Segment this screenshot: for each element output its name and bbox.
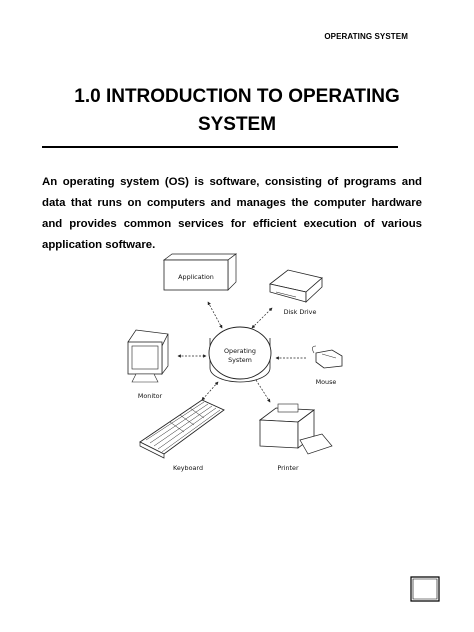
application-label: Application <box>178 273 214 281</box>
title-divider <box>42 146 398 148</box>
arrow-disk-drive <box>252 308 272 328</box>
os-label-line-2: System <box>228 356 252 364</box>
disk-drive-label: Disk Drive <box>283 308 317 316</box>
os-diagram-svg <box>110 250 370 478</box>
monitor-label: Monitor <box>137 392 163 400</box>
keyboard-icon <box>140 400 224 472</box>
keyboard-label: Keyboard <box>172 464 204 472</box>
disk-drive-icon <box>270 270 322 316</box>
title-line-1: 1.0 INTRODUCTION TO OPERATING <box>74 86 400 107</box>
intro-paragraph: An operating system (OS) is software, consisting of programs and data that runs on computers and manages the computer hardware and provides common services for efficient execution of various application software. <box>42 176 422 251</box>
os-diagram <box>110 250 370 478</box>
running-header: OPERATING SYSTEM <box>324 32 408 41</box>
operating-system-icon <box>209 327 271 382</box>
printer-icon <box>260 404 332 472</box>
title-line-2: SYSTEM <box>197 114 277 135</box>
arrow-printer <box>256 380 270 402</box>
mouse-icon <box>312 346 342 386</box>
printer-label: Printer <box>277 464 299 472</box>
os-label-line-1: Operating <box>224 347 256 355</box>
page-number-box <box>410 576 440 602</box>
application-icon <box>164 254 236 290</box>
arrow-keyboard <box>202 382 218 400</box>
page-title <box>0 83 474 139</box>
monitor-icon <box>128 330 168 400</box>
arrow-application <box>208 302 222 328</box>
mouse-label: Mouse <box>315 378 337 386</box>
